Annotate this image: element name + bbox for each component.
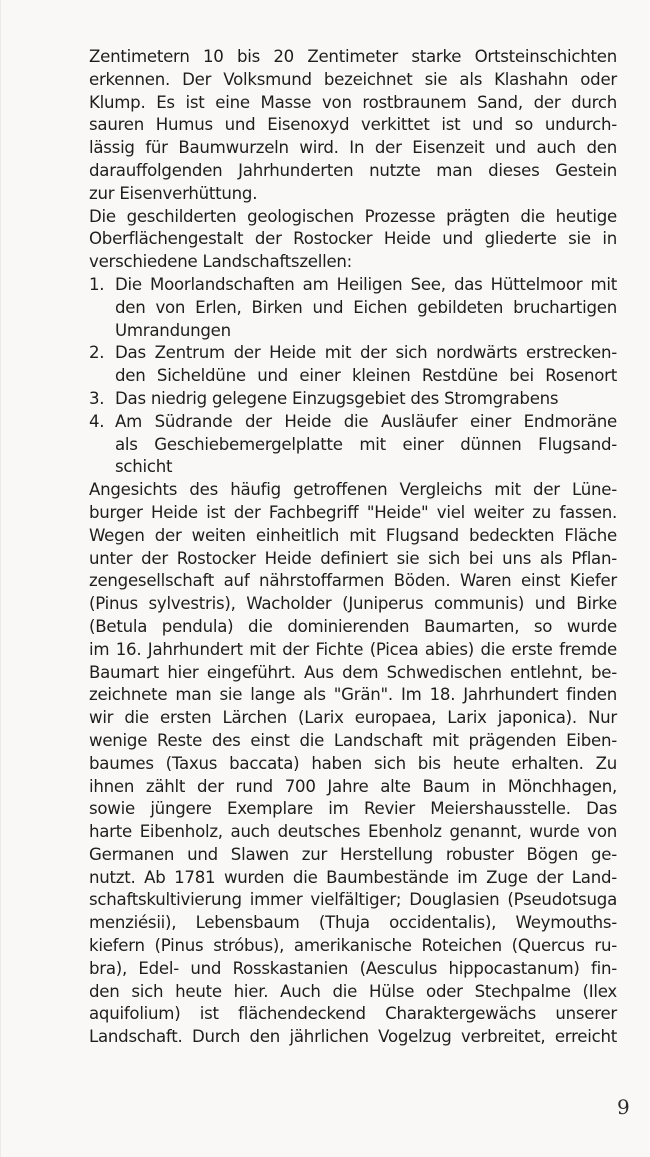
list-item-text: Am Südrande der Heide die Ausläufer einer Endmoräne: [115, 411, 617, 431]
text-line: (Pinus sylvestris), Wacholder (Juniperus communis) und Birke: [89, 594, 617, 614]
text-line: schaftskultivierung immer vielfältiger; Douglasien (Pseudotsuga: [89, 890, 617, 910]
text-line: zur Eisenverhüttung.: [89, 183, 258, 203]
text-line: sauren Humus und Eisenoxyd verkittet ist und so undurch-: [89, 115, 617, 135]
list-item-continuation: als Geschiebemergelplatte mit einer dünnen Flugsand-: [115, 434, 617, 454]
list-item: [89, 274, 617, 297]
text-line: verschiedene Landschaftszellen:: [89, 252, 353, 272]
text-line: Landschaft. Durch den jährlichen Vogelzug verbreitet, erreicht: [89, 1027, 617, 1047]
text-line: erkennen. Der Volksmund bezeichnet sie als Klashahn oder: [89, 69, 617, 89]
text-line: unter der Rostocker Heide definiert sie sich bei uns als Pflan-: [89, 548, 617, 568]
text-line: Angesichts des häufig getroffenen Vergleichs mit der Lüne-: [89, 480, 617, 500]
text-line: wenige Reste des einst die Landschaft mit prägenden Eiben-: [89, 730, 617, 750]
list-item: [89, 342, 617, 365]
list-item-text: Das niedrig gelegene Einzugsgebiet des Stromgrabens: [115, 388, 559, 408]
list-number: 3.: [89, 388, 105, 408]
text-line: zengesellschaft auf nährstoffarmen Böden. Waren einst Kiefer: [89, 571, 617, 591]
page-number: 9: [617, 1095, 630, 1119]
list-number: 4.: [89, 411, 105, 431]
text-line: aquifolium) ist flächendeckend Charaktergewächs unserer: [89, 1004, 617, 1024]
text-line: ihnen zählt der rund 700 Jahre alte Baum in Mönchhagen,: [89, 776, 617, 796]
text-line: menziésii), Lebensbaum (Thuja occidentalis), Weymouths-: [89, 913, 617, 933]
text-line: (Betula pendula) die dominierenden Baumarten, so wurde: [89, 616, 617, 636]
text-line: wir die ersten Lärchen (Larix europaea, Larix japonica). Nur: [89, 708, 617, 728]
text-line: den sich heute hier. Auch die Hülse oder Stechpalme (Ilex: [89, 981, 617, 1001]
text-line: baumes (Taxus baccata) haben sich bis heute erhalten. Zu: [89, 753, 617, 773]
landscape-list: [89, 274, 617, 479]
text-line: Zentimetern 10 bis 20 Zentimeter starke Ortsteinschichten: [89, 47, 617, 66]
list-number: 2.: [89, 343, 105, 363]
text-line: Baumart hier eingeführt. Aus dem Schwedischen entlehnt, be-: [89, 662, 617, 682]
text-line: sowie jüngere Exemplare im Revier Meiershausstelle. Das: [89, 799, 617, 819]
list-item: [89, 388, 617, 411]
text-line: harte Eibenholz, auch deutsches Ebenholz genannt, wurde von: [89, 822, 617, 842]
list-number: 1.: [89, 274, 105, 294]
list-item-continuation: schicht: [115, 457, 173, 477]
text-line: lässig für Baumwurzeln wird. In der Eisenzeit und auch den: [89, 138, 617, 158]
list-item-text: Die Moorlandschaften am Heiligen See, das Hüttelmoor mit: [115, 274, 617, 294]
page-edge: [0, 0, 1, 1157]
text-line: nutzt. Ab 1781 wurden die Baumbestände im Zuge der Land-: [89, 867, 617, 887]
text-line: Klump. Es ist eine Masse von rostbraunem Sand, der durch: [89, 92, 617, 112]
body-text: [89, 46, 617, 1049]
list-item-continuation: den Sicheldüne und einer kleinen Restdüne bei Rosenort: [115, 366, 617, 386]
text-line: Germanen und Slawen zur Herstellung robuster Bögen ge-: [89, 844, 617, 864]
list-item-text: Das Zentrum der Heide mit der sich nordwärts erstrecken-: [115, 343, 617, 363]
text-line: Oberflächengestalt der Rostocker Heide und gliederte sie in: [89, 229, 617, 249]
text-line: Wegen der weiten einheitlich mit Flugsand bedeckten Fläche: [89, 525, 617, 545]
text-line: zeichnete man sie lange als "Grän". Im 18. Jahrhundert finden: [89, 685, 617, 705]
text-line: im 16. Jahrhundert mit der Fichte (Picea abies) die erste fremde: [89, 639, 617, 659]
text-line: burger Heide ist der Fachbegriff "Heide" viel weiter zu fassen.: [89, 502, 617, 522]
text-line: bra), Edel- und Rosskastanien (Aesculus hippocastanum) fin-: [89, 958, 617, 978]
list-item: [89, 411, 617, 434]
text-line: Die geschilderten geologischen Prozesse prägten die heutige: [89, 206, 617, 226]
list-item-continuation: den von Erlen, Birken und Eichen gebildeten bruchartigen: [115, 297, 617, 317]
list-item-continuation: Umrandungen: [115, 320, 231, 340]
text-line: kiefern (Pinus stróbus), amerikanische Roteichen (Quercus ru-: [89, 936, 617, 956]
text-line: darauffolgenden Jahrhunderten nutzte man dieses Gestein: [89, 160, 617, 180]
